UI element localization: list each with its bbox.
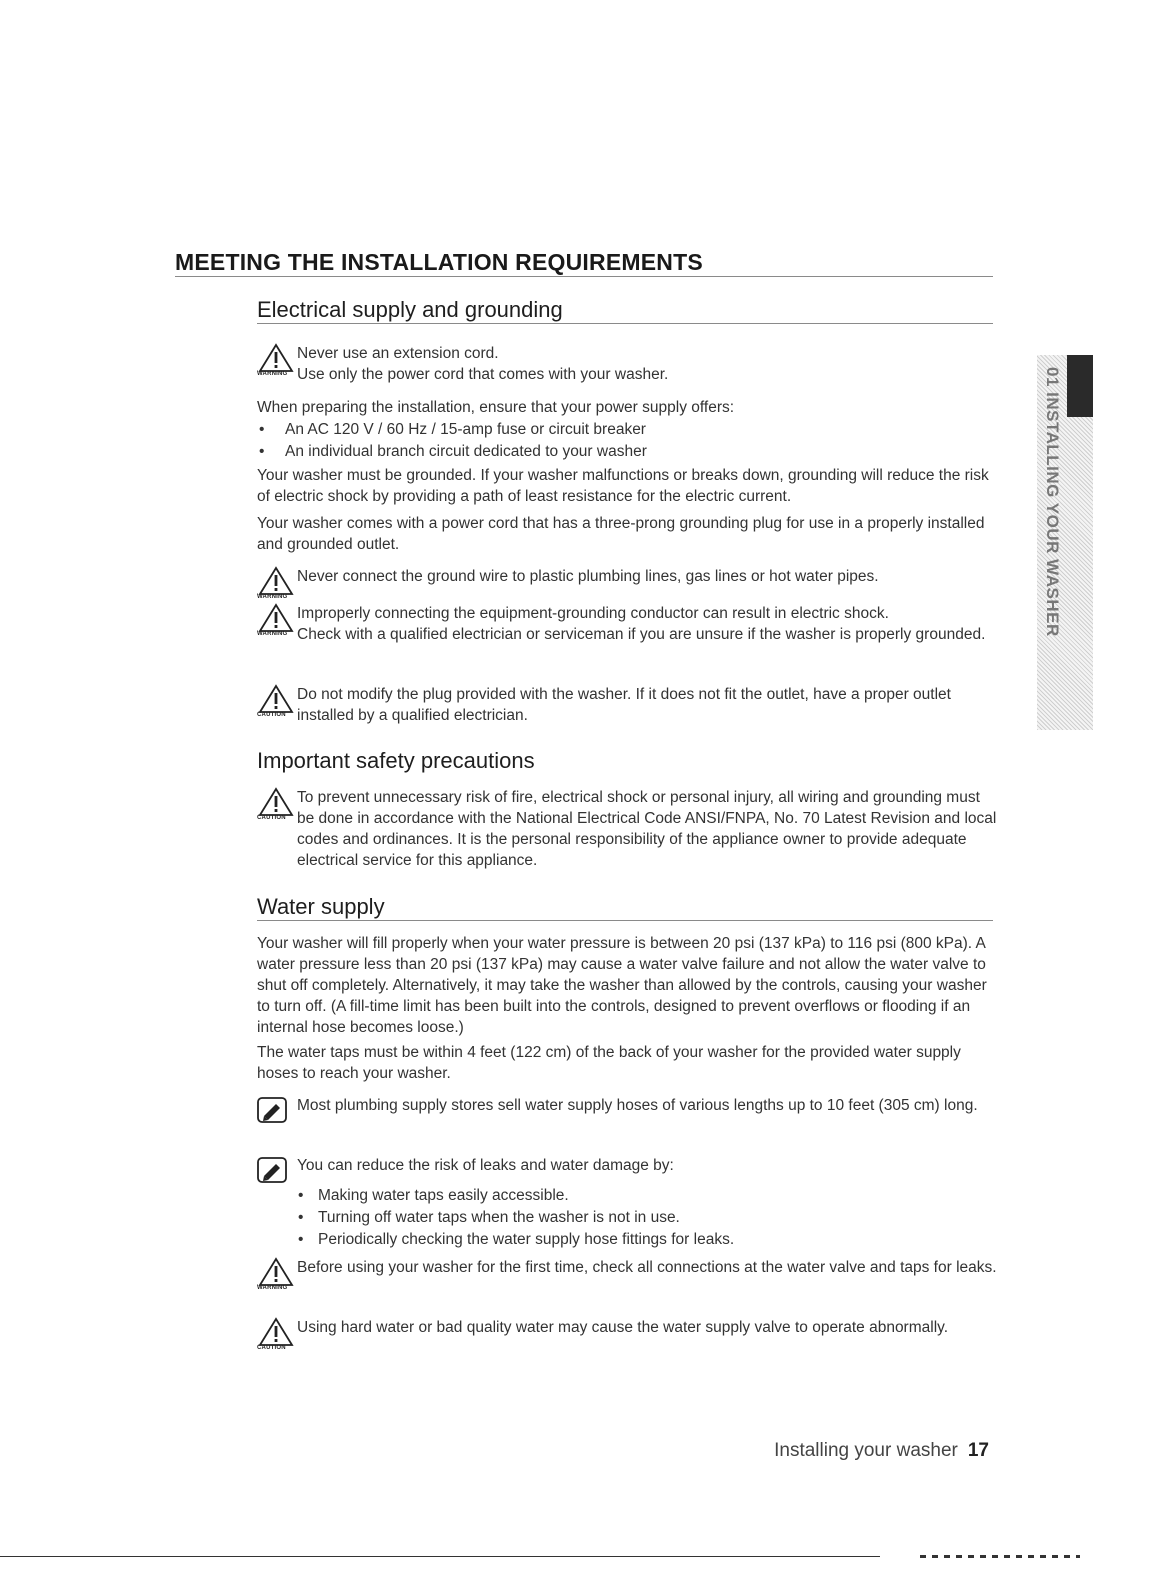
warning-label: WARNING [257,1285,288,1291]
warning-line: Never use an extension cord. [297,345,499,362]
caution-text: Do not modify the plug provided with the washer. If it does not fit the outlet, have a proper outlet installed by a qualified electrician. [297,686,951,724]
chapter-label: 01 INSTALLING YOUR WASHER [1043,367,1062,637]
list-item-text: An individual branch circuit dedicated to your washer [285,443,647,460]
warning-text [297,343,997,385]
bullet-dot: • [298,1209,304,1226]
note-hoses [257,1095,997,1139]
warning-label: WARNING [257,371,288,377]
section-heading-water: Water supply [257,894,993,921]
caution-triangle-icon [257,1317,297,1351]
warning-triangle-icon [257,1257,297,1291]
note-text: Most plumbing supply stores sell water supply hoses of various lengths up to 10 feet (305 cm) long. [297,1097,978,1114]
page-footer [774,1440,989,1462]
tab-marker [1067,355,1093,417]
list-item-text: Making water taps easily accessible. [318,1187,569,1204]
caution-notice-hard-water [257,1317,997,1361]
section-heading-safety: Important safety precautions [257,748,535,773]
note-text: You can reduce the risk of leaks and water damage by: [297,1157,674,1174]
warning-text: Before using your washer for the first time, check all connections at the water valve and taps for leaks. [297,1259,997,1276]
footer-chapter: Installing your washer [774,1440,958,1461]
warning-triangle-icon [257,343,297,377]
section-heading-electrical: Electrical supply and grounding [257,297,993,324]
paragraph: When preparing the installation, ensure that your power supply offers: [257,399,735,416]
caution-label: CAUTION [257,1345,286,1351]
bullet-dot: • [259,421,265,438]
note-pencil-icon [257,1097,287,1123]
warning-line: Improperly connecting the equipment-grounding conductor can result in electric shock. [297,605,889,622]
warning-line: Use only the power cord that comes with your washer. [297,366,669,383]
paragraph: The water taps must be within 4 feet (122 cm) of the back of your washer for the provided water supply hoses to reach your washer. [257,1044,961,1082]
caution-text: Using hard water or bad quality water may cause the water supply valve to operate abnormally. [297,1319,949,1336]
caution-triangle-icon [257,684,297,718]
warning-notice-ground-wire [257,566,997,598]
page-number: 17 [967,1440,989,1461]
warning-text [297,603,997,645]
caution-text: To prevent unnecessary risk of fire, electrical shock or personal injury, all wiring and grounding must be done in accordance with the National Electrical Code ANSI/FNPA, No. 70 Latest Revision and local codes and ordinances. It is the personal responsibility of the appliance owner to provide adequate electrical service for this appliance. [297,789,997,869]
warning-label: WARNING [257,594,288,600]
note-pencil-icon [257,1157,287,1183]
page-title: MEETING THE INSTALLATION REQUIREMENTS [175,249,993,277]
chapter-side-tab [1037,355,1093,730]
paragraph: Your washer will fill properly when your water pressure is between 20 psi (137 kPa) to 116 psi (800 kPa). A water pressure less than 20 psi (137 kPa) may cause a water valve failure and not allow the water valve to shut off completely. Alternatively, it may take the washer than allowed by the controls, causing your washer to turn off. (A fill-time limit has been built into the controls, designed to prevent overflows or flooding if an internal hose becomes loose.) [257,935,987,1036]
caution-notice-plug [257,684,997,728]
caution-label: CAUTION [257,712,286,718]
warning-notice-extension-cord [257,343,997,387]
warning-text: Never connect the ground wire to plastic plumbing lines, gas lines or hot water pipes. [297,568,879,585]
list-item-text: Periodically checking the water supply hose fittings for leaks. [318,1231,735,1248]
bullet-dot: • [298,1187,304,1204]
list-item-text: Turning off water taps when the washer is not in use. [318,1209,680,1226]
bottom-marks [920,1555,1080,1558]
bottom-rule [0,1556,880,1557]
list-item-text: An AC 120 V / 60 Hz / 15-amp fuse or circuit breaker [285,421,646,438]
caution-label: CAUTION [257,815,286,821]
warning-notice-first-use [257,1257,997,1301]
warning-label: WARNING [257,631,288,637]
bullet-dot: • [298,1231,304,1248]
bullet-dot: • [259,443,265,460]
warning-triangle-icon [257,566,297,600]
warning-triangle-icon [257,603,297,637]
caution-notice-wiring [257,787,997,877]
caution-triangle-icon [257,787,297,821]
paragraph: Your washer comes with a power cord that has a three-prong grounding plug for use in a properly installed and grounded outlet. [257,515,985,553]
warning-line: Check with a qualified electrician or serviceman if you are unsure if the washer is properly grounded. [297,626,986,643]
warning-notice-grounding-conductor [257,603,997,667]
paragraph: Your washer must be grounded. If your washer malfunctions or breaks down, grounding will reduce the risk of electric shock by providing a path of least resistance for the electric current. [257,467,989,505]
